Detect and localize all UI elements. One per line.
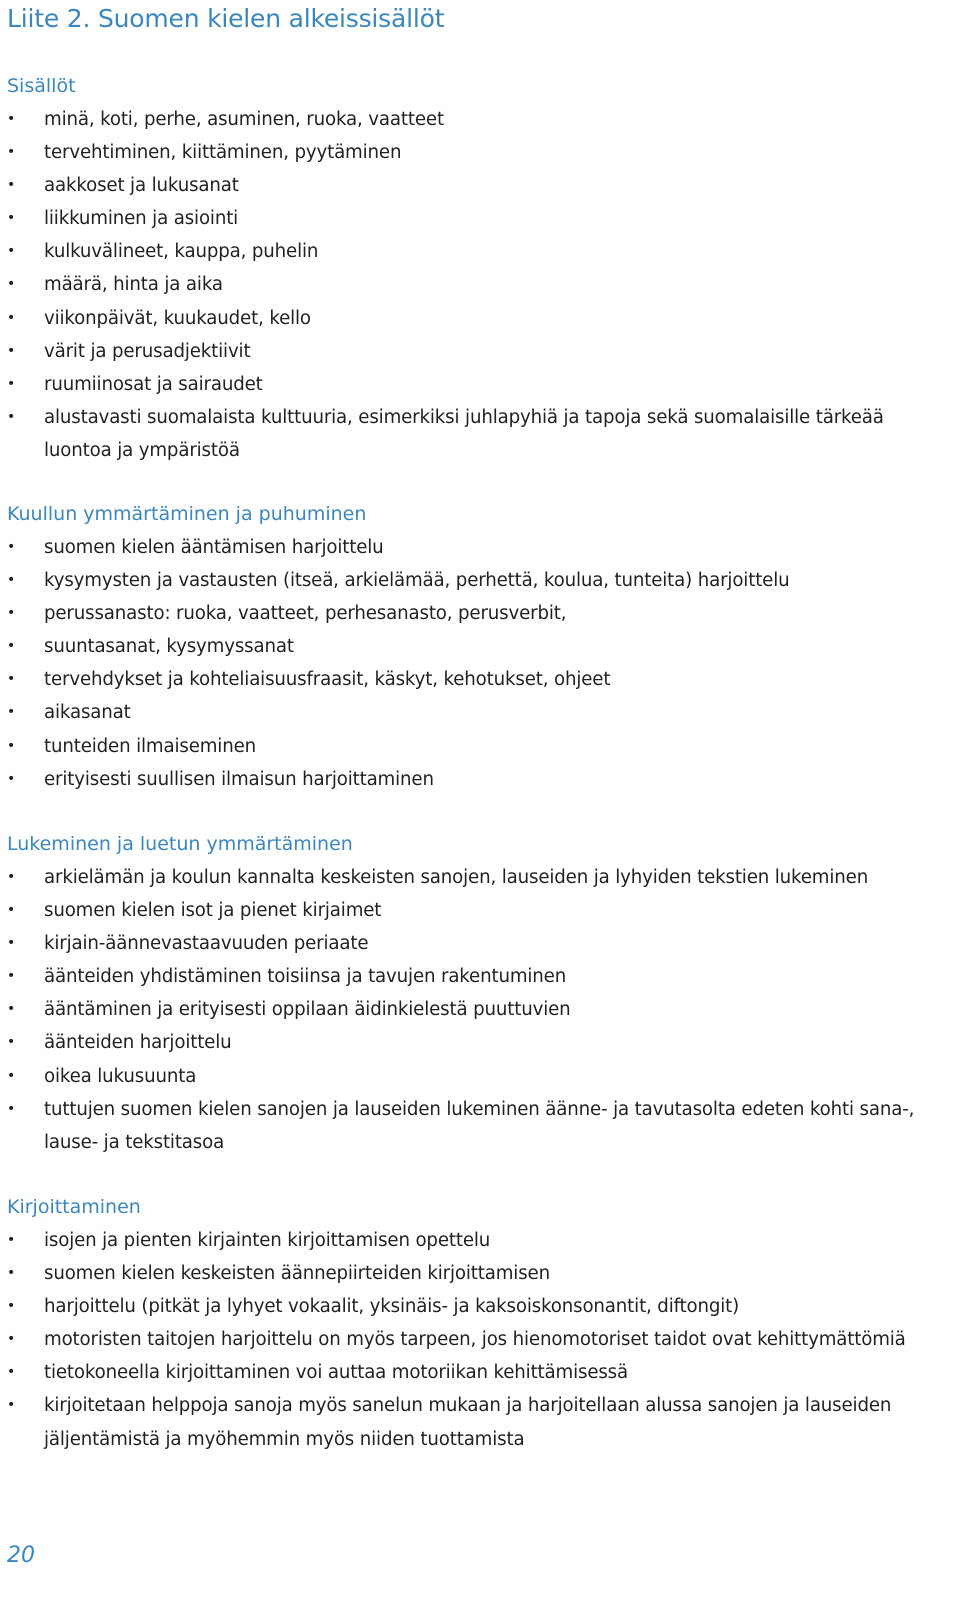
section-sisallot xyxy=(0,70,960,467)
list-item-text: värit ja perusadjektiivit xyxy=(44,340,251,362)
bullet-icon: • xyxy=(7,375,16,392)
list-item-text: ruumiinosat ja sairaudet xyxy=(44,373,263,395)
section-heading: Sisällöt xyxy=(7,75,76,97)
section-heading: Kuullun ymmärtäminen ja puhuminen xyxy=(7,503,367,525)
list-item xyxy=(0,302,960,335)
bullet-icon: • xyxy=(7,1232,16,1248)
bullet-icon: • xyxy=(7,408,16,425)
list-item-text: aikasanat xyxy=(44,702,131,724)
list-item xyxy=(0,927,960,960)
bullet-icon: • xyxy=(7,539,16,555)
bullet-icon: • xyxy=(7,1331,16,1348)
list-item xyxy=(0,993,960,1026)
list-item-text: aakkoset ja lukusanat xyxy=(44,175,239,197)
bullet-icon: • xyxy=(7,869,16,885)
list-item-text: suomen kielen keskeisten äännepiirteiden kirjoittamisen xyxy=(44,1263,550,1285)
list-item-text: viikonpäivät, kuukaudet, kello xyxy=(44,307,311,329)
list-item-text: arkielämän ja koulun kannalta keskeisten sanojen, lauseiden ja lyhyiden tekstien lukeminen xyxy=(44,867,869,888)
list-item-text: tunteiden ilmaiseminen xyxy=(44,735,257,757)
bullet-icon: • xyxy=(7,968,16,985)
list-item xyxy=(0,663,960,696)
section-heading: Kirjoittaminen xyxy=(7,1196,141,1218)
list-item xyxy=(0,730,960,763)
bullet-list xyxy=(0,103,960,467)
section-heading: Lukeminen ja luetun ymmärtäminen xyxy=(7,833,353,855)
list-item xyxy=(0,401,960,467)
section-kuullun-ymmartaminen xyxy=(0,498,960,796)
list-item xyxy=(0,597,960,630)
list-item-text: äänteiden yhdistäminen toisiinsa ja tavujen rakentuminen xyxy=(44,966,567,988)
bullet-icon: • xyxy=(7,638,16,655)
bullet-icon: • xyxy=(7,770,16,787)
list-item-text: isojen ja pienten kirjainten kirjoittamisen opettelu xyxy=(44,1230,491,1251)
bullet-list xyxy=(0,1224,960,1456)
bullet-icon: • xyxy=(7,1100,16,1117)
list-item xyxy=(0,1389,960,1455)
list-item xyxy=(0,960,960,993)
bullet-icon: • xyxy=(7,1067,16,1084)
list-item xyxy=(0,1026,960,1059)
list-item-text: erityisesti suullisen ilmaisun harjoittaminen xyxy=(44,768,434,790)
list-item xyxy=(0,368,960,401)
list-item xyxy=(0,1356,960,1389)
list-item-text: tervehdykset ja kohteliaisuusfraasit, käskyt, kehotukset, ohjeet xyxy=(44,669,611,691)
bullet-icon: • xyxy=(7,935,16,952)
list-item-text: suomen kielen isot ja pienet kirjaimet xyxy=(44,900,382,922)
list-item xyxy=(0,169,960,202)
list-item xyxy=(0,696,960,729)
list-item-text: motoristen taitojen harjoittelu on myös tarpeen, jos hienomotoriset taidot ovat kehittymättömiä xyxy=(44,1329,906,1351)
list-item-text: kirjoitetaan helppoja sanoja myös sanelun mukaan ja harjoitellaan alussa sanojen ja lauseiden jäljentämistä ja myöhemmin myös niiden tuottamista xyxy=(44,1395,892,1450)
list-item xyxy=(0,861,960,894)
bullet-icon: • xyxy=(7,572,16,589)
list-item-text: kirjain-äännevastaavuuden periaate xyxy=(44,933,369,955)
bullet-icon: • xyxy=(7,177,16,194)
list-item-text: kysymysten ja vastausten (itseä, arkielämää, perhettä, koulua, tunteita) harjoittelu xyxy=(44,570,790,592)
list-item xyxy=(0,1093,960,1159)
page-number: 20 xyxy=(7,1543,35,1568)
list-item-text: suomen kielen ääntämisen harjoittelu xyxy=(44,537,384,558)
bullet-icon: • xyxy=(7,342,16,359)
list-item-text: ääntäminen ja erityisesti oppilaan äidinkielestä puuttuvien xyxy=(44,999,571,1021)
bullet-list xyxy=(0,861,960,1159)
bullet-icon: • xyxy=(7,1397,16,1414)
bullet-icon: • xyxy=(7,111,16,127)
section-lukeminen xyxy=(0,828,960,1159)
list-item xyxy=(0,103,960,136)
bullet-icon: • xyxy=(7,1001,16,1018)
bullet-list xyxy=(0,531,960,796)
list-item-text: harjoittelu (pitkät ja lyhyet vokaalit, yksinäis- ja kaksoiskonsonantit, diftongit) xyxy=(44,1296,740,1318)
bullet-icon: • xyxy=(7,704,16,721)
list-item xyxy=(0,1257,960,1290)
bullet-icon: • xyxy=(7,144,16,161)
list-item xyxy=(0,1323,960,1356)
list-item-text: liikkuminen ja asiointi xyxy=(44,208,239,230)
list-item-text: tervehtiminen, kiittäminen, pyytäminen xyxy=(44,142,402,164)
list-item-text: minä, koti, perhe, asuminen, ruoka, vaatteet xyxy=(44,109,444,130)
list-item-text: tuttujen suomen kielen sanojen ja lauseiden lukeminen äänne- ja tavutasolta edeten kohti sana-, lause- ja tekstitasoa xyxy=(44,1098,915,1153)
list-item-text: äänteiden harjoittelu xyxy=(44,1032,232,1054)
bullet-icon: • xyxy=(7,1265,16,1282)
list-item-text: alustavasti suomalaista kulttuuria, esimerkiksi juhlapyhiä ja tapoja sekä suomalaisille tärkeää luontoa ja ympäristöä xyxy=(44,406,884,461)
page-title: Liite 2. Suomen kielen alkeissisällöt xyxy=(7,4,445,33)
list-item xyxy=(0,235,960,268)
bullet-icon: • xyxy=(7,210,16,227)
list-item-text: perussanasto: ruoka, vaatteet, perhesanasto, perusverbit, xyxy=(44,603,567,625)
bullet-icon: • xyxy=(7,737,16,754)
list-item-text: tietokoneella kirjoittaminen voi auttaa motoriikan kehittämisessä xyxy=(44,1362,629,1384)
list-item xyxy=(0,531,960,564)
list-item-text: kulkuvälineet, kauppa, puhelin xyxy=(44,241,319,263)
list-item xyxy=(0,1290,960,1323)
bullet-icon: • xyxy=(7,1298,16,1315)
list-item xyxy=(0,202,960,235)
list-item xyxy=(0,763,960,796)
bullet-icon: • xyxy=(7,902,16,919)
bullet-icon: • xyxy=(7,276,16,293)
bullet-icon: • xyxy=(7,243,16,260)
list-item xyxy=(0,1060,960,1093)
list-item xyxy=(0,136,960,169)
list-item-text: määrä, hinta ja aika xyxy=(44,274,223,296)
list-item xyxy=(0,335,960,368)
list-item xyxy=(0,564,960,597)
bullet-icon: • xyxy=(7,671,16,688)
list-item xyxy=(0,630,960,663)
list-item xyxy=(0,894,960,927)
bullet-icon: • xyxy=(7,1034,16,1051)
list-item xyxy=(0,1224,960,1257)
list-item-text: oikea lukusuunta xyxy=(44,1065,197,1087)
bullet-icon: • xyxy=(7,1364,16,1381)
bullet-icon: • xyxy=(7,309,16,326)
bullet-icon: • xyxy=(7,605,16,622)
list-item-text: suuntasanat, kysymyssanat xyxy=(44,636,294,658)
list-item xyxy=(0,268,960,301)
section-kirjoittaminen xyxy=(0,1191,960,1456)
